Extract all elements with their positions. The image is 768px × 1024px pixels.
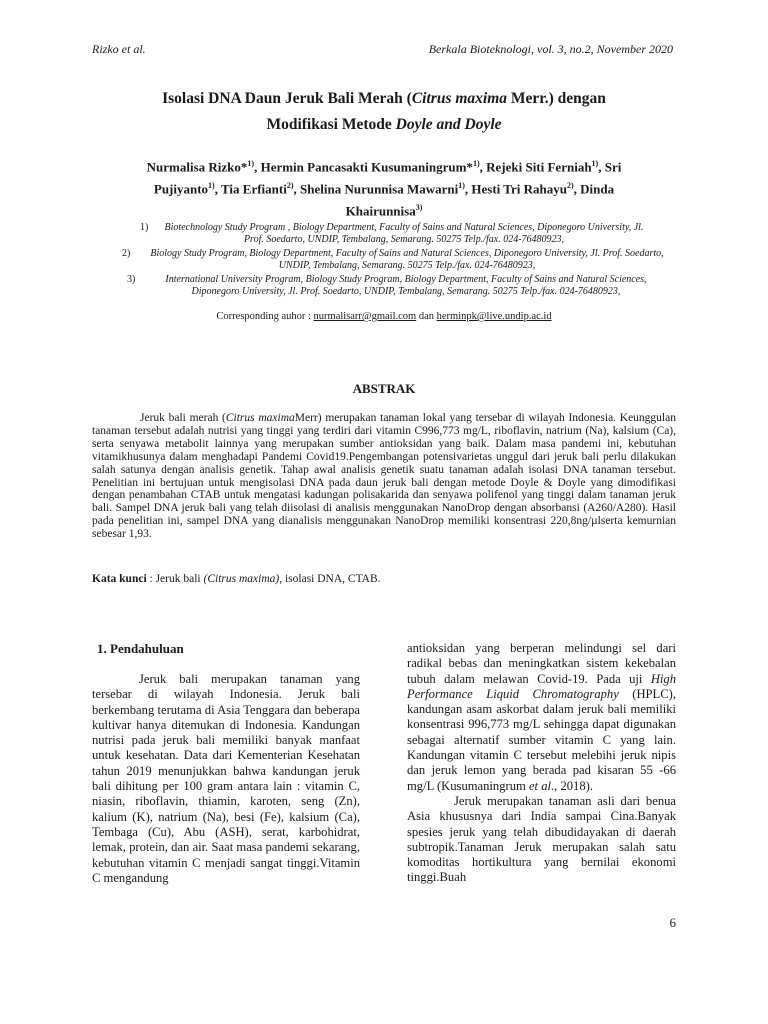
affiliation-2: Biology Study Program, Biology Department, Faculty of Sains and Natural Sciences, Diponegoro University, Jl. Prof. Soedarto, UNDIP, Tembalang, Semarang. 50275 Telp./fax. 024-76480923, [150, 248, 664, 272]
paper-title: Isolasi DNA Daun Jeruk Bali Merah (Citrus maxima Merr.) dengan Modifikasi Metode Doyle and Doyle [162, 90, 606, 133]
section-heading-introduction: 1. Pendahuluan [97, 641, 184, 656]
running-header-journal: Berkala Bioteknologi, vol. 3, no.2, November 2020 [428, 42, 673, 56]
keywords: Kata kunci : Jeruk bali (Citrus maxima), isolasi DNA, CTAB. [92, 573, 381, 585]
author-list: Nurmalisa Rizko*$^{1)}$, Hermin Pancasakti Kusumaningrum*$^{1)}$, Rejeki Siti Ferniah$^{1)}$, Sri Pujiyanto$^{1)}$, Tia Erfianti$^{2)}$, Shelina Nurunnisa Mawarni$^{1)}$, Hesti Tri Rahayu$^{2)}$, Dinda Khairunnisa$^{3)}$ [146, 159, 622, 218]
email-link-1[interactable]: nurmalisarr@gmail.com [313, 311, 417, 322]
page-number: 6 [669, 915, 676, 930]
abstract-heading: ABSTRAK [352, 381, 416, 396]
running-header-authors: Rizko et al. [92, 42, 146, 56]
email-link-2[interactable]: herminpk@live.undip.ac.id [436, 311, 552, 322]
affiliation-3: International University Program, Biology Study Program, Biology Department, Faculty of Sains and Natural Sciences, Diponegoro University, Jl. Prof. Soedarto, UNDIP, Tembalang, Semarang. 50275 Telp./fax. 024-76480923, [165, 274, 647, 298]
left-column-text: Jeruk bali merupakan tanaman yang tersebar di wilayah Indonesia. Jeruk bali berkembang terutama di Asia Tenggara dan beberapa kultivar hanya ditemukan di Indonesia. Kandungan nutrisi pada jeruk bali memiliki banyak manfaat untuk kesehatan. Data dari Kementerian Kesehatan tahun 2019 menunjukkan bahwa kandungan jeruk bali dihitung per 100 gram antara lain : vitamin C, niasin, riboflavin, thiamin, karoten, seng (Zn), kalium (K), natrium (Na), besi (Fe), kalsium (Ca), Tembaga (Cu), Abu (ASH), serat, karbohidrat, lemak, protein, dan air. Saat masa pandemi sekarang, kebutuhan vitamin C menjadi sangat tinggi.Vitamin C mengandung [92, 672, 360, 885]
corresponding-author: Corresponding auhor : nurmalisarr@gmail.com dan herminpk@live.undip.ac.id [216, 311, 552, 322]
right-column-text: antioksidan yang berperan melindungi sel dari radikal bebas dan meningkatkan sistem kekebalan tubuh dalam melawan Covid-19. Pada uji High Performance Liquid Chromatography (HPLC), kandungan asam askorbat dalam jeruk bali memiliki konsentrasi 996,773 mg/L sehingga dapat digunakan sebagai alternatif sumber vitamin C yang lain. Kandungan vitamin C tersebut melebihi jeruk nipis dan jeruk lemon yang berada pad kisaran 55 -66 mg/L (Kusumaningrum et al., 2018). Jeruk merupakan tanaman asli dari benua Asia khususnya dari India sampai Cina.Banyak spesies jeruk yang telah dibudidayakan di daerah subtropik.Tanaman Jeruk merupakan salah satu komoditas hortikultura yang bernilai ekonomi tinggi.Buah [407, 641, 676, 885]
abstract-body: Jeruk bali merah (Citrus maximaMerr) merupakan tanaman lokal yang tersebar di wilayah Indonesia. Keunggulan tanaman tersebut adalah nutrisi yang tinggi yang terdiri dari vitamin C996,773 mg/L, riboflavin, natrium (Na), kalsium (Ca), serta senyawa metabolit lainnya yang merupakan sumber antioksidan yang baik. Dalam masa pandemi ini, kebutuhan vitamikhusunya dalam menghadapi Pandemi Covid19.Pengembangan potensivarietas unggul dari jeruk bali perlu dilakukan salah satunya dengan analisis genetik. Tahap awal analisis genetik suatu tanaman adalah isolasi DNA tanaman tersebut. Penelitian ini bertujuan untuk mengisolasi DNA pada daun jeruk bali dengan metode Doyle & Doyle yang dimodifikasi dengan penambahan CTAB untuk mengatasi kadungan polisakarida dan senyawa polifenol yang tinggi dalam tanaman jeruk bali. Sampel DNA jeruk bali yang telah diisolasi di analisis menggunakan NanoDrop dengan absorbansi (A260/A280). Hasil pada penelitian ini, sampel DNA yang dianalisis menggunakan NanoDrop memiliki konsentrasi 220,8ng/µlserta kemurnian sebesar 1,93. [92, 412, 676, 541]
affiliation-1: Biotechnology Study Program , Biology Department, Faculty of Sains and Natural Sciences, Diponegoro University, Jl. Prof. Soedarto, UNDIP, Tembalang, Semarang. 50275 Telp./fax. 024-76480923, [164, 222, 644, 246]
